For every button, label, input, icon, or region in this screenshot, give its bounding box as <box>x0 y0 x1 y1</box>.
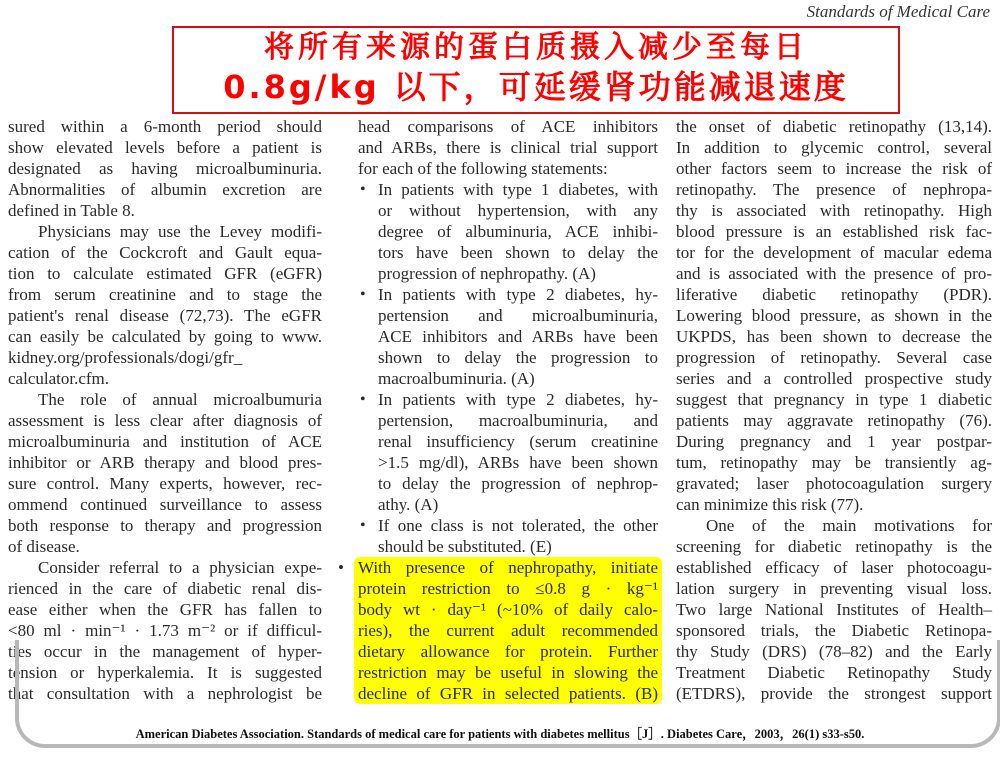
line-text: >1.5 mg/dl), ARBs have been shown <box>378 453 658 472</box>
text-line <box>358 410 658 431</box>
highlighted-line: ries), the current adult recommended <box>358 621 658 640</box>
line-text: can minimize this risk (77). <box>676 495 864 514</box>
text-line <box>676 536 992 557</box>
text-line <box>676 389 992 410</box>
line-text: tension or hyperkalemia. It is suggested <box>8 663 322 682</box>
text-line <box>676 557 992 578</box>
text-line <box>8 179 322 200</box>
text-line <box>676 221 992 242</box>
bullet-icon: • <box>360 391 366 408</box>
text-line <box>676 431 992 452</box>
text-line <box>358 179 658 200</box>
text-line <box>8 494 322 515</box>
line-text: degree of albuminuria, ACE inhibi- <box>378 222 658 241</box>
line-text: The role of annual microalbumuria <box>38 390 322 409</box>
text-line <box>358 431 658 452</box>
line-text: head comparisons of ACE inhibitors <box>358 117 658 136</box>
text-line <box>358 494 658 515</box>
line-text: thy Study (DRS) (78–82) and the Early <box>676 642 992 661</box>
text-line <box>8 137 322 158</box>
callout-title-line2: 0.8g/kg 以下，可延缓肾功能减退速度 <box>223 68 849 106</box>
line-text: During pregnancy and 1 year postpar- <box>676 432 992 451</box>
text-line <box>676 410 992 431</box>
text-line <box>8 263 322 284</box>
text-line <box>8 305 322 326</box>
line-text: suggest that pregnancy in type 1 diabetic <box>676 390 992 409</box>
line-text: In patients with type 2 diabetes, hy- <box>378 390 658 409</box>
text-line <box>8 284 322 305</box>
line-text: ease either when the GFR has fallen to <box>8 600 322 619</box>
text-line <box>358 368 658 389</box>
text-line <box>8 578 322 599</box>
line-text: and ARBs, there is clinical trial support <box>358 138 658 157</box>
line-text: (ETDRS), provide the strongest support <box>676 684 992 703</box>
line-text: of disease. <box>8 537 80 556</box>
line-text: In patients with type 1 diabetes, with <box>378 180 658 199</box>
text-line <box>8 158 322 179</box>
highlighted-line: restriction may be useful in slowing the <box>358 663 658 682</box>
highlighted-line: With presence of nephropathy, initiate <box>358 558 658 577</box>
text-line <box>676 179 992 200</box>
text-line <box>358 326 658 347</box>
line-text: tors have been shown to delay the <box>378 243 658 262</box>
text-line <box>8 452 322 473</box>
line-text: One of the main motivations for <box>706 516 992 535</box>
line-text: In patients with type 2 diabetes, hy- <box>378 285 658 304</box>
text-line <box>358 305 658 326</box>
text-line <box>358 137 658 158</box>
text-line <box>8 368 322 389</box>
line-text: macroalbuminuria. (A) <box>378 369 535 388</box>
line-text: tion to calculate estimated GFR (eGFR) <box>8 264 322 283</box>
text-line <box>8 431 322 452</box>
line-text: progression of retinopathy. Several case <box>676 348 992 367</box>
text-line <box>8 515 322 536</box>
text-line <box>676 494 992 515</box>
text-line <box>8 116 322 137</box>
highlighted-line: protein restriction to ≤0.8 g · kg⁻¹ <box>358 579 658 598</box>
line-text: sure control. Many experts, however, rec- <box>8 474 322 493</box>
text-line <box>358 347 658 368</box>
text-line <box>8 410 322 431</box>
text-line <box>358 284 658 305</box>
line-text: ACE inhibitors and ARBs have been <box>378 327 658 346</box>
line-text: or without hypertension, with any <box>378 201 658 220</box>
line-text: screening for diabetic retinopathy is the <box>676 537 992 556</box>
line-text: from serum creatinine and to stage the <box>8 285 322 304</box>
text-line <box>676 578 992 599</box>
line-text: lation surgery in preventing visual loss. <box>676 579 992 598</box>
line-text: inhibitor or ARB therapy and blood pres- <box>8 453 322 472</box>
line-text: ommend continued surveillance to assess <box>8 495 322 514</box>
line-text: kidney.org/professionals/dogi/gfr_ <box>8 348 243 367</box>
line-text: that consultation with a nephrologist be <box>8 684 322 703</box>
text-line <box>8 473 322 494</box>
text-line <box>358 116 658 137</box>
column-right <box>676 116 992 704</box>
line-text: and is associated with the presence of pro- <box>676 264 992 283</box>
text-line <box>8 536 322 557</box>
line-text: established efficacy of laser photocoagu- <box>676 558 992 577</box>
text-line <box>676 200 992 221</box>
text-line <box>676 368 992 389</box>
text-line <box>358 263 658 284</box>
text-line <box>676 116 992 137</box>
text-line <box>676 305 992 326</box>
text-line <box>676 620 992 641</box>
running-head: Standards of Medical Care <box>806 2 990 21</box>
line-text: assessment is less clear after diagnosis of <box>8 411 322 430</box>
text-line <box>676 242 992 263</box>
line-text: can easily be calculated by going to www. <box>8 327 322 346</box>
callout-title-line1: 将所有来源的蛋白质摄入减少至每日 <box>264 30 808 65</box>
text-line <box>676 326 992 347</box>
line-text: gravated; laser photocoagulation surgery <box>676 474 992 493</box>
line-text: athy. (A) <box>378 495 439 514</box>
line-text: patient's renal disease (72,73). The eGFR <box>8 306 322 325</box>
text-line <box>358 389 658 410</box>
line-text: Treatment Diabetic Retinopathy Study <box>676 663 992 682</box>
line-text: UKPDS, has been shown to decrease the <box>676 327 992 346</box>
line-text: Abnormalities of albumin excretion are <box>8 180 322 199</box>
line-text: designated as having microalbuminuria. <box>8 159 322 178</box>
text-line <box>8 557 322 578</box>
text-line <box>358 536 658 557</box>
line-text: pertension, macroalbuminuria, and <box>378 411 658 430</box>
text-line <box>8 221 322 242</box>
line-text: to delay the progression of nephrop- <box>378 474 658 493</box>
text-line <box>676 347 992 368</box>
line-text: renal insufficiency (serum creatinine <box>378 432 658 451</box>
bullet-icon: • <box>360 181 366 198</box>
highlighted-line: dietary allowance for protein. Further <box>358 642 658 661</box>
line-text: retinopathy. The presence of nephropa- <box>676 180 992 199</box>
line-text: rienced in the care of diabetic renal dis- <box>8 579 322 598</box>
text-line <box>676 452 992 473</box>
line-text: both response to therapy and progression <box>8 516 322 535</box>
text-line <box>8 326 322 347</box>
text-line <box>8 200 322 221</box>
line-text: In addition to glycemic control, several <box>676 138 992 157</box>
line-text: tum, retinopathy may be transiently ag- <box>676 453 992 472</box>
text-line <box>676 137 992 158</box>
line-text: tor for the development of macular edema <box>676 243 992 262</box>
line-text: sured within a 6-month period should <box>8 117 322 136</box>
line-text: Two large National Institutes of Health– <box>676 600 992 619</box>
line-text: sponsored trials, the Diabetic Retinopa- <box>676 621 992 640</box>
text-line <box>358 515 658 536</box>
line-text: should be substituted. (E) <box>378 537 552 556</box>
text-line <box>676 263 992 284</box>
text-line <box>358 158 658 179</box>
line-text: Physicians may use the Levey modifi- <box>38 222 322 241</box>
text-line <box>8 389 322 410</box>
line-text: If one class is not tolerated, the other <box>378 516 658 535</box>
text-line <box>358 452 658 473</box>
line-text: ties occur in the management of hyper- <box>8 642 322 661</box>
line-text: for each of the following statements: <box>358 159 608 178</box>
text-line <box>358 221 658 242</box>
line-text: Lowering blood pressure, as shown in the <box>676 306 992 325</box>
text-line <box>358 473 658 494</box>
line-text: calculator.cfm. <box>8 369 110 388</box>
text-line <box>676 158 992 179</box>
line-text: other factors seem to increase the risk of <box>676 159 992 178</box>
text-line <box>676 599 992 620</box>
bullet-icon: • <box>360 286 366 303</box>
bullet-icon: • <box>360 517 366 534</box>
line-text: Consider referral to a physician expe- <box>38 558 322 577</box>
line-text: patients may aggravate retinopathy (76). <box>676 411 992 430</box>
line-text: <80 ml · min⁻¹ · 1.73 m⁻² or if difficul- <box>8 621 322 640</box>
text-line <box>358 242 658 263</box>
highlighted-line: decline of GFR in selected patients. (B) <box>358 684 658 703</box>
text-line <box>8 347 322 368</box>
line-text: progression of nephropathy. (A) <box>378 264 596 283</box>
line-text: defined in Table 8. <box>8 201 135 220</box>
text-line <box>676 515 992 536</box>
line-text: series and a controlled prospective study <box>676 369 992 388</box>
line-text: liferative diabetic retinopathy (PDR). <box>676 285 992 304</box>
highlighted-line: body wt · day⁻¹ (~10% of daily calo- <box>358 600 658 619</box>
text-line <box>676 473 992 494</box>
text-line <box>8 242 322 263</box>
line-text: blood pressure is an established risk fac- <box>676 222 992 241</box>
line-text: pertension and microalbuminuria, <box>378 306 658 325</box>
text-line <box>8 599 322 620</box>
column-left <box>8 116 322 704</box>
text-line <box>8 620 322 641</box>
text-line <box>676 284 992 305</box>
line-text: the onset of diabetic retinopathy (13,14). <box>676 117 992 136</box>
column-middle <box>338 116 658 704</box>
citation: American Diabetes Association. Standards of medical care for patients with diabetes mellitus［J］. Diabetes Care，2003，26(1) s33-s50. <box>135 727 865 741</box>
line-text: show elevated levels before a patient is <box>8 138 322 157</box>
line-text: thy is associated with retinopathy. High <box>676 201 992 220</box>
bullet-icon: • <box>338 558 344 577</box>
text-line <box>358 200 658 221</box>
line-text: cation of the Cockcroft and Gault equa- <box>8 243 322 262</box>
line-text: shown to delay the progression to <box>378 348 658 367</box>
line-text: microalbuminuria and institution of ACE <box>8 432 322 451</box>
